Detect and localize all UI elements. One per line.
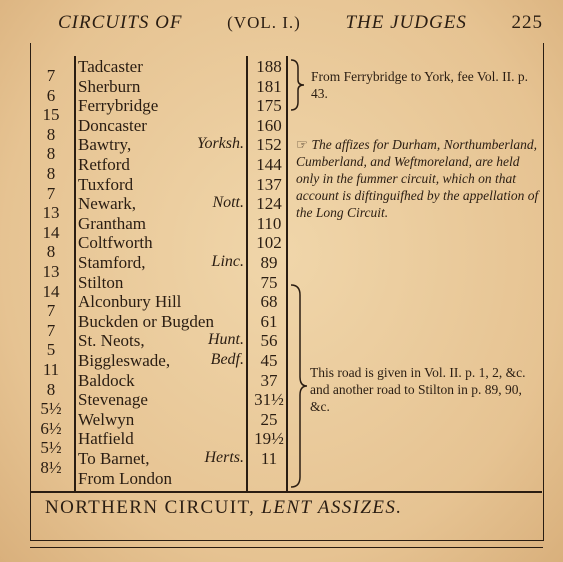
miles-from-london: 25: [260, 409, 278, 429]
county-name: Nott.: [212, 194, 244, 212]
place-name: Tadcaster: [78, 57, 143, 76]
page-number: 225: [511, 12, 543, 33]
circuit-title: [45, 497, 402, 519]
miles-from-london: 152: [256, 135, 282, 155]
running-header: [58, 12, 543, 34]
place-name: Alconbury Hill: [78, 292, 182, 312]
circuit-name: NORTHERN CIRCUIT,: [45, 497, 256, 518]
county-name: Yorksh.: [197, 135, 244, 153]
place-name: Stevenage: [78, 390, 148, 410]
place-name: Grantham: [78, 213, 146, 233]
header-right: THE JUDGES: [345, 12, 467, 33]
note-road-vol-ii: This road is given in Vol. II. p. 1, 2, &c. and another road to Stilton in p. 89, 90, &c.: [310, 365, 526, 414]
bracket-upper: [288, 58, 308, 112]
header-left: CIRCUITS OF: [58, 12, 183, 33]
place-name: Tuxford: [78, 174, 134, 194]
miles-from-london: 75: [260, 272, 278, 292]
place-name: Coltfworth: [78, 233, 153, 253]
place-name: Doncaster: [78, 115, 147, 135]
stage-distance: 8: [46, 124, 56, 144]
table-row: [76, 469, 288, 489]
miles-from-london: 144: [256, 155, 282, 174]
table-row: [76, 331, 288, 351]
county-name: Herts.: [204, 449, 244, 466]
county-name: Linc.: [211, 253, 244, 270]
table-row: [76, 57, 288, 77]
table-row: [76, 233, 288, 253]
stage-distance: 13: [42, 262, 60, 281]
stage-distance: 8: [46, 242, 56, 262]
place-name: Newark,: [78, 194, 137, 214]
stage-distance: 5½: [40, 399, 62, 419]
place-name: To Barnet,: [78, 449, 150, 468]
table-row: [76, 312, 288, 332]
table-row: [76, 116, 288, 136]
stage-distance: 7: [46, 320, 56, 340]
stage-distance: 8½: [40, 458, 62, 477]
place-name: St. Neots,: [78, 331, 145, 351]
table-row: [76, 175, 288, 195]
table-row: [76, 194, 288, 214]
table-row: [76, 155, 288, 175]
miles-from-london: 175: [256, 96, 282, 116]
stage-distance: 5½: [40, 438, 62, 458]
stage-distance: 13: [42, 203, 60, 223]
assizes-name: LENT ASSIZES.: [261, 497, 403, 518]
table-bottom-rule: [30, 491, 542, 493]
stage-distance: 14: [42, 281, 60, 301]
stage-distance: 15: [42, 105, 60, 125]
place-name: Buckden or Bugden: [78, 311, 214, 331]
stage-distance: 5: [46, 340, 56, 360]
place-name: Stamford,: [78, 253, 146, 272]
stage-distance: 7: [46, 301, 56, 321]
miles-from-london: 102: [256, 233, 282, 253]
miles-from-london: 37: [260, 370, 278, 390]
table-row: [76, 214, 288, 234]
place-name: Baldock: [78, 370, 135, 390]
note-long-circuit-text: The affizes for Durham, Northumberland, Cumberland, and Weftmoreland, are held only in the fummer circuit, which on that account is diftinguifhed by the appellation of the Long Circuit.: [296, 137, 539, 220]
note-long-circuit: [296, 136, 541, 221]
stage-distance: 6½: [40, 418, 62, 438]
county-name: Bedf.: [210, 351, 244, 368]
note-ferrybridge-york: From Ferrybridge to York, fee Vol. II. p. 43.: [311, 69, 528, 101]
miles-from-london: 124: [256, 194, 282, 214]
page-bottom-rule: [30, 540, 543, 548]
miles-from-london: 137: [256, 174, 282, 194]
place-name: Hatfield: [78, 429, 134, 449]
table-row: [76, 273, 288, 293]
place-name: Ferrybridge: [78, 96, 159, 116]
stage-distance: 11: [42, 360, 60, 379]
pointing-hand-icon: ☞: [296, 137, 309, 152]
place-name: Biggleswade,: [78, 351, 171, 370]
miles-from-london: 11: [260, 449, 278, 468]
table-row: [76, 410, 288, 430]
miles-from-london: 181: [256, 76, 282, 96]
place-name: Retford: [78, 155, 130, 174]
miles-from-london: 110: [256, 213, 282, 233]
miles-from-london: 56: [260, 331, 278, 351]
stage-distance: 7: [46, 66, 56, 85]
stage-distance: 14: [42, 222, 60, 242]
miles-from-london: 89: [260, 253, 278, 272]
stage-distance: 8: [46, 164, 56, 183]
miles-from-london: 19½: [254, 429, 284, 449]
table-row: [76, 96, 288, 116]
stage-distance: 8: [46, 379, 56, 399]
table-row: [76, 371, 288, 391]
table-row: [76, 390, 288, 410]
miles-from-london: 31½: [254, 390, 284, 410]
table-row: [76, 253, 288, 273]
table-row: [76, 429, 288, 449]
miles-from-london: 61: [260, 311, 278, 331]
table-row: [76, 449, 288, 469]
miles-from-london: 68: [260, 292, 278, 312]
place-name: Stilton: [78, 272, 124, 292]
place-name: Sherburn: [78, 76, 141, 96]
table-row: [76, 135, 288, 155]
table-row: [76, 77, 288, 97]
place-name: Welwyn: [78, 409, 135, 429]
place-name: From London: [78, 468, 172, 488]
header-volume: (VOL. I.): [227, 13, 301, 32]
miles-from-london: 160: [256, 115, 282, 135]
place-name: Bawtry,: [78, 135, 132, 155]
table-row: [76, 292, 288, 312]
stage-distance: 6: [46, 85, 56, 105]
stage-distance: 8: [46, 144, 56, 164]
miles-from-london: 188: [256, 57, 282, 76]
county-name: Hunt.: [208, 331, 244, 349]
bracket-lower: [288, 283, 310, 489]
stage-distance: 7: [46, 183, 56, 203]
miles-from-london: 45: [260, 351, 278, 370]
table-row: [76, 351, 288, 371]
